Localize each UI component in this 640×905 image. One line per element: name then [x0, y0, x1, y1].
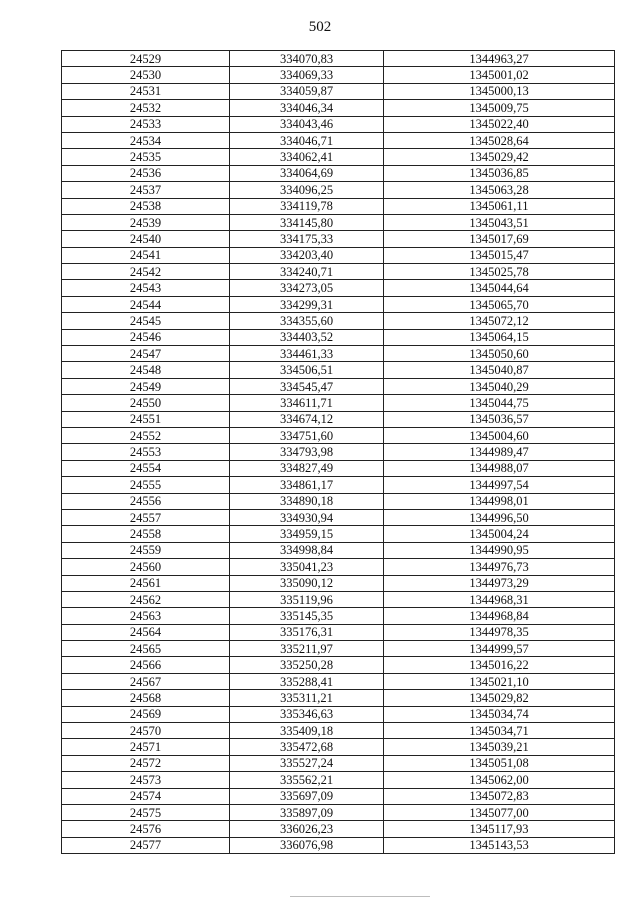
point-number-cell: 24532	[62, 100, 230, 116]
y-coordinate-cell: 1344990,95	[384, 542, 615, 558]
point-number-cell: 24548	[62, 362, 230, 378]
y-coordinate-cell: 1344978,35	[384, 624, 615, 640]
y-coordinate-cell: 1345040,29	[384, 378, 615, 394]
table-row	[62, 706, 615, 722]
table-row	[62, 624, 615, 640]
table-row	[62, 313, 615, 329]
table-row	[62, 788, 615, 804]
point-number-cell: 24550	[62, 395, 230, 411]
point-number-cell: 24551	[62, 411, 230, 427]
point-number-cell: 24557	[62, 509, 230, 525]
y-coordinate-cell: 1345021,10	[384, 673, 615, 689]
x-coordinate-cell: 334046,34	[230, 100, 384, 116]
x-coordinate-cell: 334240,71	[230, 264, 384, 280]
table-row	[62, 542, 615, 558]
x-coordinate-cell: 334070,83	[230, 51, 384, 67]
x-coordinate-cell: 336076,98	[230, 837, 384, 853]
y-coordinate-cell: 1345029,42	[384, 149, 615, 165]
y-coordinate-cell: 1345050,60	[384, 346, 615, 362]
table-row	[62, 608, 615, 624]
x-coordinate-cell: 334145,80	[230, 214, 384, 230]
y-coordinate-cell: 1344963,27	[384, 51, 615, 67]
y-coordinate-cell: 1345001,02	[384, 67, 615, 83]
point-number-cell: 24543	[62, 280, 230, 296]
y-coordinate-cell: 1344999,57	[384, 641, 615, 657]
coordinates-table-body	[62, 51, 615, 854]
y-coordinate-cell: 1345016,22	[384, 657, 615, 673]
table-row	[62, 100, 615, 116]
point-number-cell: 24553	[62, 444, 230, 460]
y-coordinate-cell: 1345072,83	[384, 788, 615, 804]
y-coordinate-cell: 1345061,11	[384, 198, 615, 214]
table-row	[62, 411, 615, 427]
x-coordinate-cell: 334461,33	[230, 346, 384, 362]
y-coordinate-cell: 1345077,00	[384, 804, 615, 820]
x-coordinate-cell: 334062,41	[230, 149, 384, 165]
table-row	[62, 493, 615, 509]
point-number-cell: 24577	[62, 837, 230, 853]
y-coordinate-cell: 1345072,12	[384, 313, 615, 329]
x-coordinate-cell: 335211,97	[230, 641, 384, 657]
y-coordinate-cell: 1345036,85	[384, 165, 615, 181]
y-coordinate-cell: 1345004,60	[384, 427, 615, 443]
table-row	[62, 526, 615, 542]
y-coordinate-cell: 1345039,21	[384, 739, 615, 755]
y-coordinate-cell: 1345004,24	[384, 526, 615, 542]
y-coordinate-cell: 1345034,74	[384, 706, 615, 722]
table-row	[62, 362, 615, 378]
point-number-cell: 24570	[62, 723, 230, 739]
point-number-cell: 24537	[62, 182, 230, 198]
x-coordinate-cell: 335346,63	[230, 706, 384, 722]
x-coordinate-cell: 335250,28	[230, 657, 384, 673]
y-coordinate-cell: 1345029,82	[384, 690, 615, 706]
table-row	[62, 149, 615, 165]
x-coordinate-cell: 335176,31	[230, 624, 384, 640]
table-row	[62, 657, 615, 673]
y-coordinate-cell: 1345117,93	[384, 821, 615, 837]
y-coordinate-cell: 1344997,54	[384, 477, 615, 493]
point-number-cell: 24534	[62, 132, 230, 148]
x-coordinate-cell: 334299,31	[230, 296, 384, 312]
point-number-cell: 24573	[62, 772, 230, 788]
point-number-cell: 24546	[62, 329, 230, 345]
x-coordinate-cell: 334403,52	[230, 329, 384, 345]
x-coordinate-cell: 334545,47	[230, 378, 384, 394]
page-number: 502	[308, 19, 332, 35]
y-coordinate-cell: 1345028,64	[384, 132, 615, 148]
x-coordinate-cell: 334203,40	[230, 247, 384, 263]
y-coordinate-cell: 1345051,08	[384, 755, 615, 771]
y-coordinate-cell: 1345044,64	[384, 280, 615, 296]
table-row	[62, 755, 615, 771]
y-coordinate-cell: 1344989,47	[384, 444, 615, 460]
point-number-cell: 24549	[62, 378, 230, 394]
x-coordinate-cell: 334861,17	[230, 477, 384, 493]
point-number-cell: 24572	[62, 755, 230, 771]
point-number-cell: 24545	[62, 313, 230, 329]
x-coordinate-cell: 334674,12	[230, 411, 384, 427]
point-number-cell: 24575	[62, 804, 230, 820]
x-coordinate-cell: 334064,69	[230, 165, 384, 181]
y-coordinate-cell: 1345036,57	[384, 411, 615, 427]
table-row	[62, 247, 615, 263]
table-row	[62, 772, 615, 788]
y-coordinate-cell: 1345017,69	[384, 231, 615, 247]
x-coordinate-cell: 335145,35	[230, 608, 384, 624]
table-row	[62, 67, 615, 83]
x-coordinate-cell: 334096,25	[230, 182, 384, 198]
y-coordinate-cell: 1344998,01	[384, 493, 615, 509]
point-number-cell: 24540	[62, 231, 230, 247]
y-coordinate-cell: 1344968,31	[384, 591, 615, 607]
y-coordinate-cell: 1345025,78	[384, 264, 615, 280]
point-number-cell: 24555	[62, 477, 230, 493]
y-coordinate-cell: 1345062,00	[384, 772, 615, 788]
x-coordinate-cell: 335119,96	[230, 591, 384, 607]
x-coordinate-cell: 334046,71	[230, 132, 384, 148]
x-coordinate-cell: 335041,23	[230, 559, 384, 575]
table-row	[62, 214, 615, 230]
table-row	[62, 182, 615, 198]
y-coordinate-cell: 1345143,53	[384, 837, 615, 853]
coordinates-table	[61, 50, 615, 854]
x-coordinate-cell: 335090,12	[230, 575, 384, 591]
table-row	[62, 165, 615, 181]
point-number-cell: 24552	[62, 427, 230, 443]
y-coordinate-cell: 1345009,75	[384, 100, 615, 116]
y-coordinate-cell: 1345064,15	[384, 329, 615, 345]
y-coordinate-cell: 1344988,07	[384, 460, 615, 476]
table-row	[62, 116, 615, 132]
table-row	[62, 395, 615, 411]
x-coordinate-cell: 335562,21	[230, 772, 384, 788]
table-row	[62, 673, 615, 689]
table-row	[62, 837, 615, 853]
table-row	[62, 559, 615, 575]
bottom-divider	[290, 896, 430, 897]
y-coordinate-cell: 1345043,51	[384, 214, 615, 230]
point-number-cell: 24560	[62, 559, 230, 575]
y-coordinate-cell: 1345022,40	[384, 116, 615, 132]
x-coordinate-cell: 334827,49	[230, 460, 384, 476]
table-row	[62, 427, 615, 443]
point-number-cell: 24535	[62, 149, 230, 165]
point-number-cell: 24558	[62, 526, 230, 542]
table-row	[62, 460, 615, 476]
x-coordinate-cell: 335409,18	[230, 723, 384, 739]
point-number-cell: 24538	[62, 198, 230, 214]
y-coordinate-cell: 1345034,71	[384, 723, 615, 739]
table-row	[62, 477, 615, 493]
y-coordinate-cell: 1345044,75	[384, 395, 615, 411]
table-row	[62, 264, 615, 280]
point-number-cell: 24536	[62, 165, 230, 181]
y-coordinate-cell: 1345015,47	[384, 247, 615, 263]
point-number-cell: 24541	[62, 247, 230, 263]
table-row	[62, 444, 615, 460]
point-number-cell: 24568	[62, 690, 230, 706]
point-number-cell: 24563	[62, 608, 230, 624]
table-row	[62, 83, 615, 99]
x-coordinate-cell: 334119,78	[230, 198, 384, 214]
point-number-cell: 24530	[62, 67, 230, 83]
table-row	[62, 378, 615, 394]
y-coordinate-cell: 1344976,73	[384, 559, 615, 575]
x-coordinate-cell: 334273,05	[230, 280, 384, 296]
x-coordinate-cell: 335472,68	[230, 739, 384, 755]
x-coordinate-cell: 334998,84	[230, 542, 384, 558]
point-number-cell: 24561	[62, 575, 230, 591]
table-row	[62, 591, 615, 607]
y-coordinate-cell: 1345000,13	[384, 83, 615, 99]
point-number-cell: 24556	[62, 493, 230, 509]
x-coordinate-cell: 335311,21	[230, 690, 384, 706]
y-coordinate-cell: 1344996,50	[384, 509, 615, 525]
point-number-cell: 24529	[62, 51, 230, 67]
y-coordinate-cell: 1344973,29	[384, 575, 615, 591]
y-coordinate-cell: 1345040,87	[384, 362, 615, 378]
table-row	[62, 575, 615, 591]
x-coordinate-cell: 334751,60	[230, 427, 384, 443]
table-row	[62, 296, 615, 312]
y-coordinate-cell: 1345063,28	[384, 182, 615, 198]
point-number-cell: 24539	[62, 214, 230, 230]
point-number-cell: 24559	[62, 542, 230, 558]
x-coordinate-cell: 336026,23	[230, 821, 384, 837]
table-row	[62, 723, 615, 739]
table-row	[62, 804, 615, 820]
x-coordinate-cell: 334506,51	[230, 362, 384, 378]
x-coordinate-cell: 335697,09	[230, 788, 384, 804]
point-number-cell: 24565	[62, 641, 230, 657]
table-row	[62, 51, 615, 67]
point-number-cell: 24564	[62, 624, 230, 640]
point-number-cell: 24533	[62, 116, 230, 132]
x-coordinate-cell: 334175,33	[230, 231, 384, 247]
x-coordinate-cell: 334930,94	[230, 509, 384, 525]
table-row	[62, 329, 615, 345]
x-coordinate-cell: 334043,46	[230, 116, 384, 132]
x-coordinate-cell: 334355,60	[230, 313, 384, 329]
point-number-cell: 24554	[62, 460, 230, 476]
point-number-cell: 24566	[62, 657, 230, 673]
table-row	[62, 346, 615, 362]
table-row	[62, 509, 615, 525]
table-row	[62, 280, 615, 296]
point-number-cell: 24567	[62, 673, 230, 689]
point-number-cell: 24562	[62, 591, 230, 607]
x-coordinate-cell: 335527,24	[230, 755, 384, 771]
x-coordinate-cell: 334611,71	[230, 395, 384, 411]
x-coordinate-cell: 335288,41	[230, 673, 384, 689]
point-number-cell: 24569	[62, 706, 230, 722]
x-coordinate-cell: 334959,15	[230, 526, 384, 542]
y-coordinate-cell: 1345065,70	[384, 296, 615, 312]
table-row	[62, 690, 615, 706]
point-number-cell: 24542	[62, 264, 230, 280]
table-row	[62, 198, 615, 214]
table-row	[62, 821, 615, 837]
x-coordinate-cell: 334793,98	[230, 444, 384, 460]
table-row	[62, 739, 615, 755]
point-number-cell: 24571	[62, 739, 230, 755]
table-row	[62, 641, 615, 657]
point-number-cell: 24544	[62, 296, 230, 312]
x-coordinate-cell: 335897,09	[230, 804, 384, 820]
x-coordinate-cell: 334890,18	[230, 493, 384, 509]
table-row	[62, 132, 615, 148]
point-number-cell: 24547	[62, 346, 230, 362]
table-row	[62, 231, 615, 247]
x-coordinate-cell: 334059,87	[230, 83, 384, 99]
point-number-cell: 24576	[62, 821, 230, 837]
y-coordinate-cell: 1344968,84	[384, 608, 615, 624]
point-number-cell: 24531	[62, 83, 230, 99]
point-number-cell: 24574	[62, 788, 230, 804]
x-coordinate-cell: 334069,33	[230, 67, 384, 83]
